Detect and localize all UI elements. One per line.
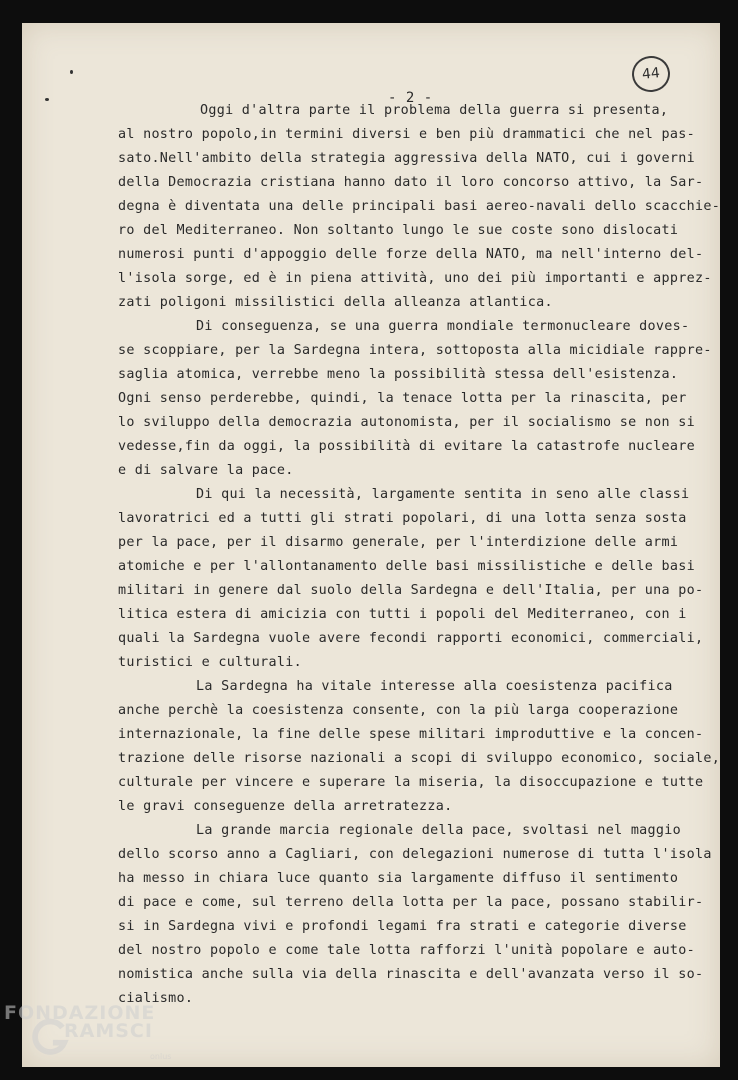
paper-speck (70, 70, 73, 74)
fondazione-gramsci-watermark (4, 1000, 204, 1080)
text-line: quali la Sardegna vuole avere fecondi rapporti economici, commerciali, (118, 631, 704, 646)
text-line: se scoppiare, per la Sardegna intera, sottoposta alla micidiale rappre- (118, 343, 712, 358)
text-line: culturale per vincere e superare la miseria, la disoccupazione e tutte (118, 775, 704, 790)
text-line: di pace e come, sul terreno della lotta per la pace, possano stabilir- (118, 895, 704, 910)
text-line: lavoratrici ed a tutti gli strati popolari, di una lotta senza sosta (118, 511, 687, 526)
text-line: sato.Nell'ambito della strategia aggressiva della NATO, cui i governi (118, 151, 695, 166)
text-line: vedesse,fin da oggi, la possibilità di evitare la catastrofe nucleare (118, 439, 695, 454)
text-line: turistici e culturali. (118, 655, 302, 670)
text-line: Di qui la necessità, largamente sentita in seno alle classi (196, 487, 690, 502)
text-line: militari in genere dal suolo della Sardegna e dell'Italia, per una po- (118, 583, 704, 598)
text-line: anche perchè la coesistenza consente, con la più larga cooperazione (118, 703, 679, 718)
paper-speck (45, 98, 49, 101)
text-line: atomiche e per l'allontanamento delle basi missilistiche e delle basi (118, 559, 695, 574)
text-line: nomistica anche sulla via della rinascita e dell'avanzata verso il so- (118, 967, 704, 982)
text-line: La grande marcia regionale della pace, svoltasi nel maggio (196, 823, 681, 838)
text-line: lo sviluppo della democrazia autonomista, per il socialismo se non si (118, 415, 695, 430)
text-line: degna è diventata una delle principali basi aereo-navali dello scacchie- (118, 199, 721, 214)
watermark-line1: FONDAZIONE (4, 1002, 156, 1024)
text-line: Di conseguenza, se una guerra mondiale termonucleare doves- (196, 319, 690, 334)
text-line: cialismo. (118, 991, 194, 1006)
watermark-line2: RAMSCI (64, 1020, 153, 1042)
text-line: dello scorso anno a Cagliari, con delegazioni numerose di tutta l'isola (118, 847, 712, 862)
text-line: litica estera di amicizia con tutti i popoli del Mediterraneo, con i (118, 607, 687, 622)
text-line: ro del Mediterraneo. Non soltanto lungo le sue coste sono dislocati (118, 223, 679, 238)
text-line: trazione delle risorse nazionali a scopi di sviluppo economico, sociale, (118, 751, 721, 766)
text-line: zati poligoni missilistici della alleanza atlantica. (118, 295, 553, 310)
archive-stamp: 44 (630, 54, 672, 94)
text-line: si in Sardegna vivi e profondi legami fra strati e categorie diverse (118, 919, 687, 934)
text-line: della Democrazia cristiana hanno dato il loro concorso attivo, la Sar- (118, 175, 704, 190)
text-line: saglia atomica, verrebbe meno la possibilità stessa dell'esistenza. (118, 367, 679, 382)
text-line: e di salvare la pace. (118, 463, 294, 478)
text-line: del nostro popolo e come tale lotta rafforzi l'unità popolare e auto- (118, 943, 695, 958)
text-line: al nostro popolo,in termini diversi e ben più drammatici che nel pas- (118, 127, 695, 142)
text-line: numerosi punti d'appoggio delle forze della NATO, ma nell'interno del- (118, 247, 704, 262)
text-line: La Sardegna ha vitale interesse alla coesistenza pacifica (196, 679, 673, 694)
watermark-onlus: onlus (150, 1052, 172, 1061)
text-line: ha messo in chiara luce quanto sia largamente diffuso il sentimento (118, 871, 679, 886)
text-line: l'isola sorge, ed è in piena attività, uno dei più importanti e apprez- (118, 271, 712, 286)
text-line: internazionale, la fine delle spese militari improduttive e la concen- (118, 727, 704, 742)
text-line: le gravi conseguenze della arretratezza. (118, 799, 453, 814)
text-line: Oggi d'altra parte il problema della guerra si presenta, (200, 103, 669, 118)
text-line: Ogni senso perderebbe, quindi, la tenace lotta per la rinascita, per (118, 391, 687, 406)
text-line: per la pace, per il disarmo generale, per l'interdizione delle armi (118, 535, 679, 550)
page-number: - 2 - (388, 90, 433, 106)
